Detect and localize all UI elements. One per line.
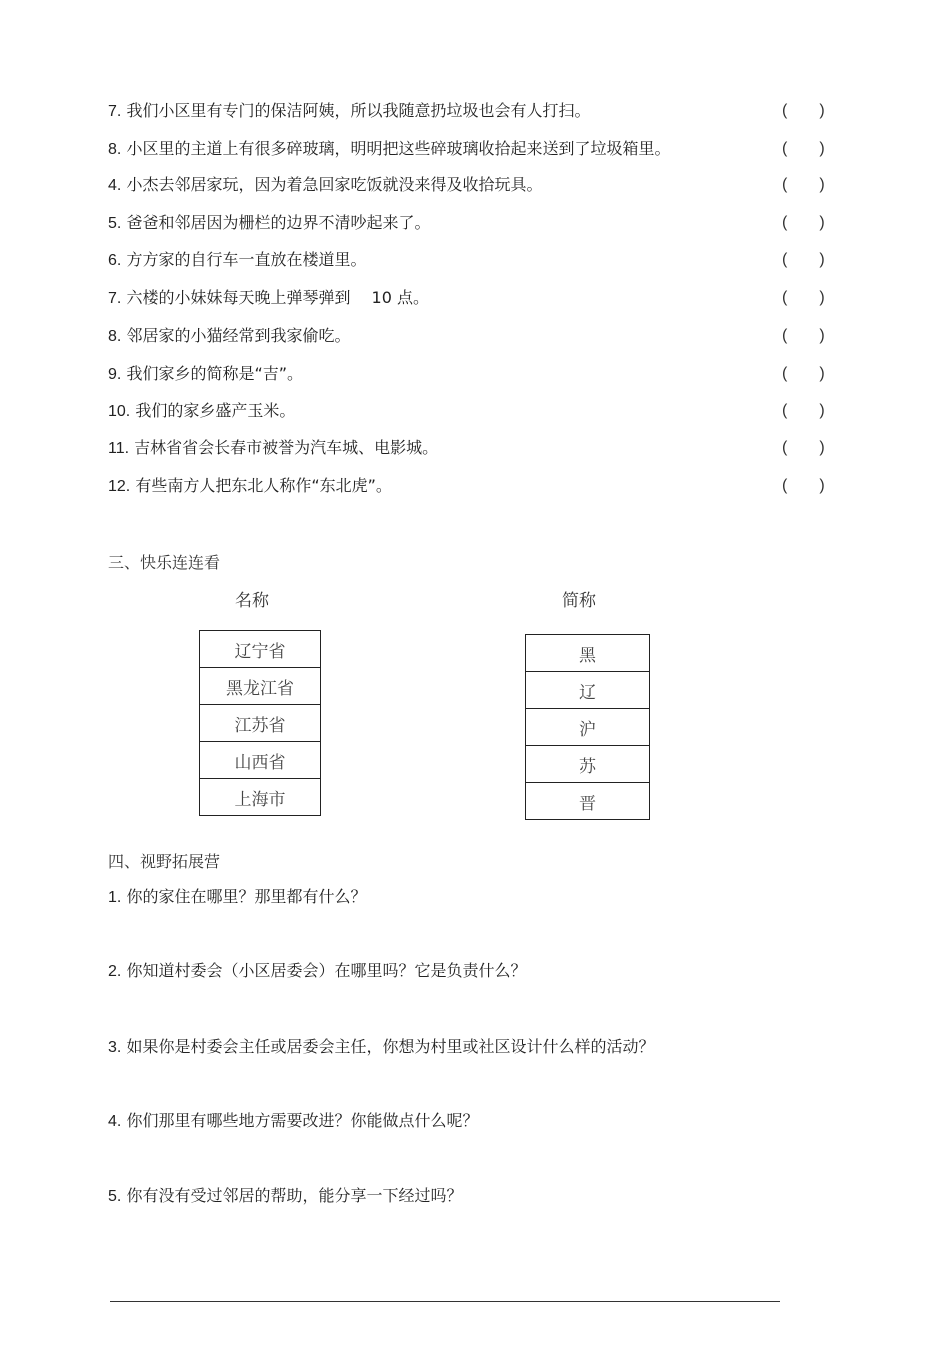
judgment-item: 7. 六楼的小妹妹每天晚上弹琴弹到 10 点。 xyxy=(108,288,429,307)
province-name-cell[interactable]: 上海市 xyxy=(200,779,321,816)
section-three-title: 三、快乐连连看 xyxy=(108,553,221,572)
province-abbr-table xyxy=(525,634,650,820)
answer-parentheses[interactable]: ( ) xyxy=(782,365,825,382)
question-item: 2. 你知道村委会（小区居委会）在哪里吗？它是负责什么？ xyxy=(108,961,527,980)
judgment-item: 10. 我们的家乡盛产玉米。 xyxy=(108,401,296,420)
judgment-item: 6. 方方家的自行车一直放在楼道里。 xyxy=(108,250,367,269)
province-abbr-cell[interactable]: 苏 xyxy=(526,746,650,783)
answer-parentheses[interactable]: ( ) xyxy=(782,289,825,306)
answer-parentheses[interactable]: ( ) xyxy=(782,439,825,456)
answer-parentheses[interactable]: ( ) xyxy=(782,176,825,193)
judgment-item: 8. 邻居家的小猫经常到我家偷吃。 xyxy=(108,326,351,345)
province-names-table xyxy=(199,630,321,816)
section-four-title: 四、视野拓展营 xyxy=(108,852,221,871)
bottom-divider xyxy=(110,1301,780,1302)
province-abbr-cell[interactable]: 晋 xyxy=(526,783,650,820)
answer-parentheses[interactable]: ( ) xyxy=(782,327,825,344)
question-item: 3. 如果你是村委会主任或居委会主任，你想为村里或社区设计什么样的活动？ xyxy=(108,1037,655,1056)
judgment-item: 11. 吉林省省会长春市被誉为汽车城、电影城。 xyxy=(108,438,439,457)
answer-parentheses[interactable]: ( ) xyxy=(782,140,825,157)
province-name-cell[interactable]: 黑龙江省 xyxy=(200,668,321,705)
question-item: 1. 你的家住在哪里？那里都有什么？ xyxy=(108,887,367,906)
province-abbr-cell[interactable]: 黑 xyxy=(526,635,650,672)
question-item: 5. 你有没有受过邻居的帮助，能分享一下经过吗？ xyxy=(108,1186,463,1205)
province-abbr-cell[interactable]: 辽 xyxy=(526,672,650,709)
judgment-item: 7. 我们小区里有专门的保洁阿姨，所以我随意扔垃圾也会有人打扫。 xyxy=(108,101,591,120)
abbr-column-header: 简称 xyxy=(562,591,596,611)
answer-parentheses[interactable]: ( ) xyxy=(782,102,825,119)
judgment-item: 8. 小区里的主道上有很多碎玻璃，明明把这些碎玻璃收拾起来送到了垃圾箱里。 xyxy=(108,139,671,158)
province-name-cell[interactable]: 江苏省 xyxy=(200,705,321,742)
answer-parentheses[interactable]: ( ) xyxy=(782,402,825,419)
province-name-cell[interactable]: 山西省 xyxy=(200,742,321,779)
judgment-item: 5. 爸爸和邻居因为栅栏的边界不清吵起来了。 xyxy=(108,213,431,232)
answer-parentheses[interactable]: ( ) xyxy=(782,477,825,494)
answer-parentheses[interactable]: ( ) xyxy=(782,251,825,268)
judgment-item: 9. 我们家乡的简称是“吉”。 xyxy=(108,364,304,383)
judgment-item: 12. 有些南方人把东北人称作“东北虎”。 xyxy=(108,476,392,495)
province-name-cell[interactable]: 辽宁省 xyxy=(200,631,321,668)
province-abbr-cell[interactable]: 沪 xyxy=(526,709,650,746)
names-column-header: 名称 xyxy=(235,591,269,611)
question-item: 4. 你们那里有哪些地方需要改进？你能做点什么呢？ xyxy=(108,1111,479,1130)
answer-parentheses[interactable]: ( ) xyxy=(782,214,825,231)
judgment-item: 4. 小杰去邻居家玩，因为着急回家吃饭就没来得及收拾玩具。 xyxy=(108,175,543,194)
